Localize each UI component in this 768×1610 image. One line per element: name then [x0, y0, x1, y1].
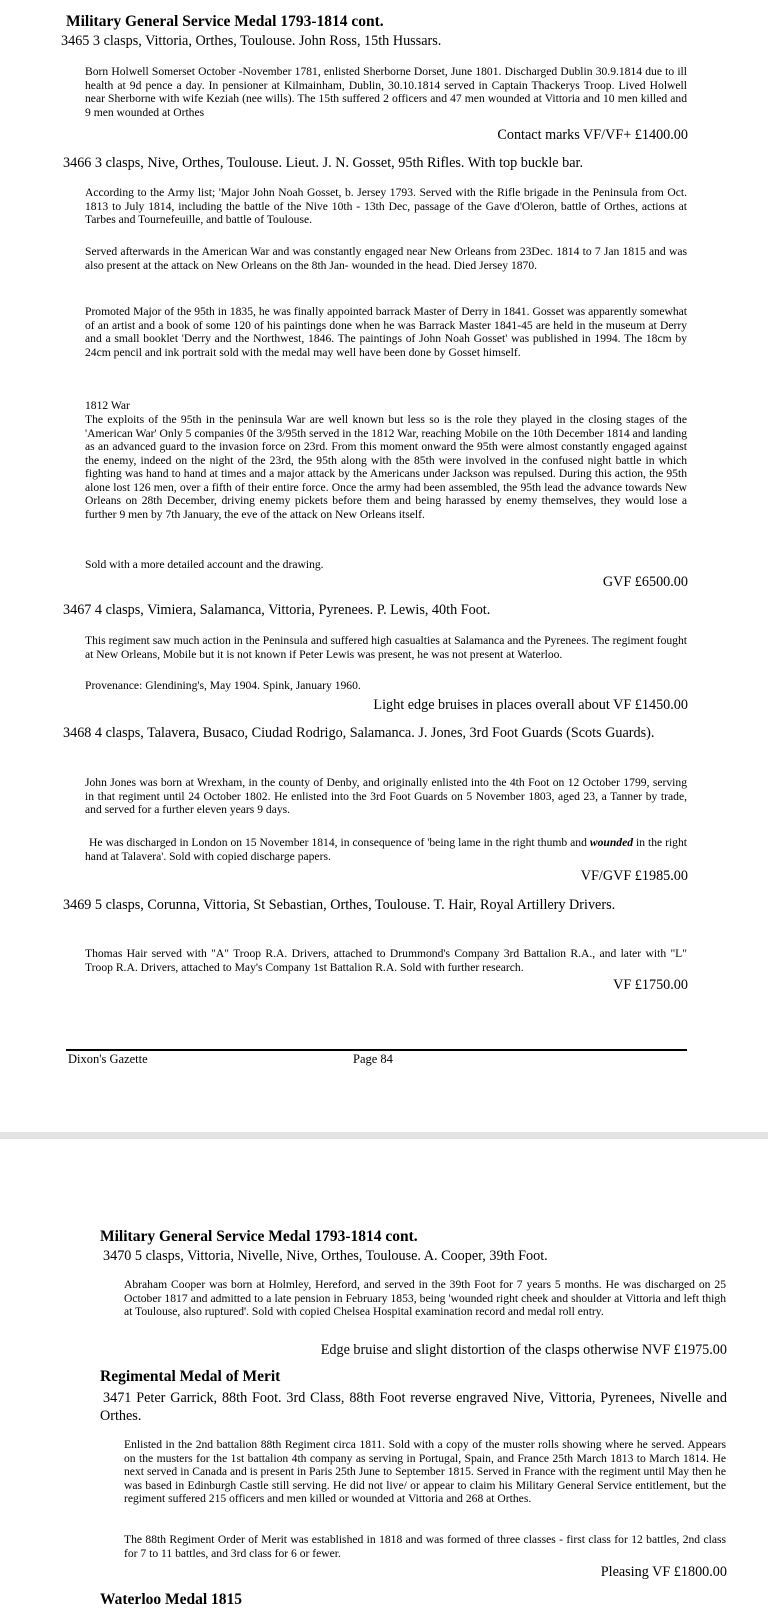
- lot-3468-price: VF/GVF £1985.00: [580, 868, 688, 884]
- lot-3466-paragraph: Promoted Major of the 95th in 1835, he was finally appointed barrack Master of Derry in 1841. Gosset was apparently somewhat of an artist and a book of some 120 of his paintings done when he was Barrack Master 1841-45 are held in the museum at Derry and a small booklet 'Derry and the Northwest, 1846. The paintings of John Noah Gosset' was published in 1994. The 18cm by 24cm pencil and ink portrait sold with the medal may well have been done by Gosset himself.: [85, 305, 687, 359]
- section-title: Military General Service Medal 1793-1814 cont.: [66, 13, 384, 30]
- lot-3466-heading: 3466 3 clasps, Nive, Orthes, Toulouse. Lieut. J. N. Gosset, 95th Rifles. With top buckle bar.: [63, 155, 584, 171]
- section-title: Regimental Medal of Merit: [100, 1368, 281, 1385]
- lot-3466-subheading: 1812 War: [85, 399, 130, 412]
- lot-3468-discharge-text-end: in the right hand at Talavera'. Sold with copied discharge papers.: [85, 836, 687, 863]
- lot-3466-paragraph: Served afterwards in the American War and was constantly engaged near New Orleans from 23Dec. 1814 to 7 Jan 1815 and was also present at the attack on New Orleans on the 8th Jan- wounded in the head. Died Jersey 1870.: [85, 245, 687, 272]
- lot-3465-heading: 3465 3 clasps, Vittoria, Orthes, Toulouse. John Ross, 15th Hussars.: [61, 33, 442, 49]
- lot-3466-paragraph: According to the Army list; 'Major John Noah Gosset, b. Jersey 1793. Served with the Rifle brigade in the Peninsula from Oct. 1813 to July 1814, including the battle of the Nive 10th - 13th Dec, passage of the Gave d'Oleron, battle of Orthes, actions at Tarbes and Tournefeuille, and battle of Toulouse.: [85, 186, 687, 226]
- lot-3468-heading: 3468 4 clasps, Talavera, Busaco, Ciudad Rodrigo, Salamanca. J. Jones, 3rd Foot Guards (Scots Guards).: [63, 725, 655, 741]
- section-title: Military General Service Medal 1793-1814 cont.: [100, 1228, 418, 1245]
- lot-3468-discharge-text: He was discharged in London on 15 November 1814, in consequence of 'being lame in the right thumb and: [89, 836, 587, 849]
- lot-3471-price: Pleasing VF £1800.00: [600, 1564, 727, 1580]
- footer-page-number: Page 84: [353, 1052, 393, 1066]
- lot-3471-paragraph: Enlisted in the 2nd battalion 88th Regiment circa 1811. Sold with a copy of the muster rolls showing where he served. Appears on the musters for the 1st battalion 4th company as serving in Portugal, Spain, and France 25th March 1813 to March 1814. He next served in Canada and is present in Paris 25th June to September 1815. Served in France with the regiment until May then he was based in Edinburgh Castle still serving. He did not live/ or appear to claim his Military General Service entitlement, but the regiment suffered 215 officers and men killed or wounded at Vittoria and 268 at Orthes.: [124, 1438, 726, 1505]
- page-divider: [0, 1132, 768, 1139]
- footer-publication: Dixon's Gazette: [68, 1052, 148, 1066]
- lot-3470-paragraph: Abraham Cooper was born at Holmley, Hereford, and served in the 39th Foot for 7 years 5 months. He was discharged on 25 October 1817 and admitted to a late pension in February 1853, being 'wounded right cheek and shoulder at Vittoria and left thigh at Toulouse, also ruptured'. Sold with copied Chelsea Hospital examination record and medal roll entry.: [124, 1278, 726, 1318]
- lot-3468-paragraph: [85, 836, 687, 863]
- lot-3471-heading: 3471 Peter Garrick, 88th Foot. 3rd Class, 88th Foot reverse engraved Nive, Vittoria, Pyrenees, Nivelle and Orthes.: [100, 1390, 727, 1424]
- footer-rule: [66, 1049, 687, 1051]
- catalogue-page-85: [0, 1139, 768, 1610]
- lot-3471-paragraph: The 88th Regiment Order of Merit was established in 1818 and was formed of three classes - first class for 12 battles, 2nd class for 7 to 11 battles, and 3rd class for 6 or fewer.: [124, 1533, 726, 1560]
- lot-3467-heading: 3467 4 clasps, Vimiera, Salamanca, Vittoria, Pyrenees. P. Lewis, 40th Foot.: [63, 602, 491, 618]
- lot-3469-heading: 3469 5 clasps, Corunna, Vittoria, St Sebastian, Orthes, Toulouse. T. Hair, Royal Artillery Drivers.: [63, 897, 616, 913]
- lot-3469-price: VF £1750.00: [613, 977, 688, 993]
- lot-3467-provenance: Provenance: Glendining's, May 1904. Spink, January 1960.: [85, 679, 361, 692]
- lot-3469-paragraph: Thomas Hair served with "A" Troop R.A. Drivers, attached to Drummond's Company 3rd Battalion R.A., and later with "L" Troop R.A. Drivers, attached to May's Company 1st Battalion R.A. Sold with further research.: [85, 947, 687, 974]
- lot-3465-price: Contact marks VF/VF+ £1400.00: [497, 127, 688, 143]
- lot-3470-heading: 3470 5 clasps, Vittoria, Nivelle, Nive, Orthes, Toulouse. A. Cooper, 39th Foot.: [103, 1248, 548, 1264]
- lot-3468-emphasis: wounded: [589, 836, 634, 849]
- lot-3466-paragraph: The exploits of the 95th in the peninsula War are well known but less so is the role they played in the closing stages of the 'American War' Only 5 companies 0f the 3/95th served in the 1812 War, reaching Mobile on the 10th December 1814 and landing as an advanced guard to the invasion force on 23rd. From this moment onward the 95th were almost constantly engaged against the enemy, indeed on the night of the 23rd, the 95th along with the 85th were involved in the confused night battle in which fighting was hand to hand at times and a major attack by the Americans under Jackson was repulsed. During this action, the 95th alone lost 126 men, over a fifth of their entire force. Once the army had been assembled, the 95th lead the advance towards New Orleans on 28th December, driving enemy pickets before them and being harassed by enemy themselves, they would lose a further 9 men by 7th January, the eve of the attack on New Orleans itself.: [85, 413, 687, 521]
- lot-3470-price: Edge bruise and slight distortion of the clasps otherwise NVF £1975.00: [320, 1342, 727, 1358]
- lot-3467-price: Light edge bruises in places overall about VF £1450.00: [373, 697, 688, 713]
- lot-3468-paragraph: John Jones was born at Wrexham, in the county of Denby, and originally enlisted into the 4th Foot on 12 October 1799, serving in that regiment until 24 October 1802. He enlisted into the 3rd Foot Guards on 5 November 1803, aged 23, a Tanner by trade, and served for a further eleven years 9 days.: [85, 776, 687, 816]
- lot-3465-description: Born Holwell Somerset October -November 1781, enlisted Sherborne Dorset, June 1801. Discharged Dublin 30.9.1814 due to ill health at 9d pence a day. In pensioner at Kilmainham, Dublin, 30.10.1814 served in Captain Thackerys Troop. Lived Holwell near Sherborne with wife Keziah (nee wills). The 15th suffered 2 officers and 47 men wounded at Vittoria and 10 men killed and 9 men wounded at Orthes: [85, 65, 687, 119]
- lot-3466-price: GVF £6500.00: [602, 574, 688, 590]
- lot-3466-paragraph: Sold with a more detailed account and the drawing.: [85, 558, 324, 571]
- section-title: Waterloo Medal 1815: [100, 1591, 243, 1608]
- lot-3467-paragraph: This regiment saw much action in the Peninsula and suffered high casualties at Salamanca and the Pyrenees. The regiment fought at New Orleans, Mobile but it is not known if Peter Lewis was present, he was not present at Waterloo.: [85, 634, 687, 661]
